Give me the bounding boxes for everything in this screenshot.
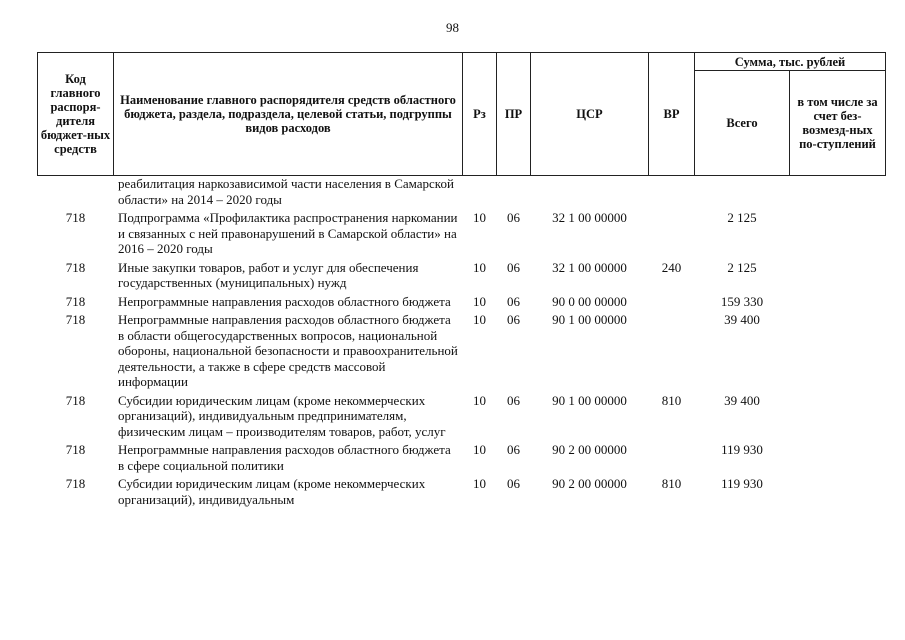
cell-pr: 06 [507, 259, 520, 275]
cell-vr: 810 [661, 476, 682, 491]
cell-rz: 10 [473, 259, 486, 275]
header-name: Наименование главного распорядителя средств областного бюджета, раздела, подраздела, целевой статьи, подгруппы видов расходов [114, 53, 463, 176]
header-vr: ВР [649, 53, 695, 176]
cell-pr: 06 [507, 210, 520, 225]
table-row [38, 209, 886, 259]
budget-table-container [37, 52, 885, 509]
cell-vr: 240 [661, 259, 682, 275]
table-body [38, 176, 886, 510]
cell-total: 119 930 [721, 442, 763, 457]
table-row [38, 259, 886, 293]
cell-total: 39 400 [724, 392, 760, 408]
header-sum-group: Сумма, тыс. рублей [695, 53, 886, 71]
cell-vr: 810 [661, 392, 682, 408]
cell-incl [790, 209, 886, 259]
cell-csr: 90 2 00 00000 [552, 442, 627, 457]
cell-name: Субсидии юридическим лицам (кроме некоммерческих организаций), индивидуальным предпринимателям, физическим лицам – производителям товаров, работ, услуг [118, 392, 446, 439]
cell-rz: 10 [473, 392, 486, 408]
header-rz: Рз [463, 53, 497, 176]
table-row [38, 441, 886, 475]
cell-incl [790, 311, 886, 392]
table-row [38, 475, 886, 509]
cell-csr: 90 1 00 00000 [552, 312, 627, 327]
cell-csr: 90 2 00 00000 [552, 476, 627, 491]
cell-csr: 32 1 00 00000 [552, 259, 627, 275]
cell-vr [649, 293, 695, 312]
cell-rz: 10 [473, 293, 486, 309]
cell-total: 2 125 [727, 259, 757, 275]
cell-pr: 06 [507, 293, 520, 309]
header-csr: ЦСР [531, 53, 649, 176]
cell-rz: 10 [473, 476, 486, 491]
header-pr: ПР [497, 53, 531, 176]
cell-vr [649, 441, 695, 475]
header-code: Код главного распоря-дителя бюджет-ных средств [38, 53, 114, 176]
cell-csr: 90 0 00 00000 [552, 293, 627, 309]
cell-vr [649, 176, 695, 210]
cell-code: 718 [65, 210, 86, 225]
cell-total: 2 125 [727, 210, 757, 225]
cell-pr: 06 [507, 392, 520, 408]
header-incl-free: в том числе за счет без-возмезд-ных по-ступлений [790, 71, 886, 176]
table-row [38, 311, 886, 392]
cell-name: Непрограммные направления расходов областного бюджета [118, 293, 451, 309]
cell-code: 718 [65, 259, 86, 275]
cell-rz: 10 [473, 442, 486, 457]
cell-name: Иные закупки товаров, работ и услуг для обеспечения государственных (муниципальных) нужд [118, 259, 419, 290]
cell-code: 718 [65, 392, 86, 408]
cell-code: 718 [65, 442, 86, 457]
table-row [38, 392, 886, 442]
table-row [38, 293, 886, 312]
cell-code: 718 [65, 476, 86, 491]
cell-vr [649, 311, 695, 392]
cell-incl [790, 392, 886, 442]
cell-total [695, 176, 790, 210]
cell-incl [790, 259, 886, 293]
cell-code [38, 176, 114, 210]
cell-total: 119 930 [721, 476, 763, 491]
cell-total: 39 400 [724, 312, 760, 327]
cell-csr [531, 176, 649, 210]
cell-rz: 10 [473, 312, 486, 327]
cell-pr [497, 176, 531, 210]
cell-name: Непрограммные направления расходов областного бюджета в сфере социальной политики [118, 442, 451, 473]
budget-table [37, 52, 886, 509]
cell-incl [790, 293, 886, 312]
cell-pr: 06 [507, 442, 520, 457]
cell-code: 718 [65, 293, 86, 309]
cell-total: 159 330 [720, 293, 764, 309]
cell-pr: 06 [507, 312, 520, 327]
cell-name: Субсидии юридическим лицам (кроме некоммерческих организаций), индивидуальным [118, 476, 426, 507]
cell-code: 718 [65, 312, 86, 327]
cell-csr: 90 1 00 00000 [552, 392, 627, 408]
cell-pr: 06 [507, 476, 520, 491]
cell-name: реабилитация наркозависимой части населения в Самарской области» на 2014 – 2020 годы [118, 176, 454, 207]
cell-name: Подпрограмма «Профилактика распространения наркомании и связанных с ней правонарушений в Самарской области» на 2016 – 2020 годы [118, 210, 458, 256]
cell-vr [649, 209, 695, 259]
cell-rz [463, 176, 497, 210]
cell-name: Непрограммные направления расходов областного бюджета в области общегосударственных вопросов, национальной обороны, национальной безопасности и правоохранительной деятельности, а также в сфере средств массовой информации [118, 312, 458, 389]
cell-rz: 10 [473, 210, 486, 225]
cell-csr: 32 1 00 00000 [552, 210, 627, 225]
table-row [38, 176, 886, 210]
cell-incl [790, 441, 886, 475]
cell-incl [790, 176, 886, 210]
page-number: 98 [446, 20, 459, 35]
cell-incl [790, 475, 886, 509]
header-total: Всего [695, 71, 790, 176]
